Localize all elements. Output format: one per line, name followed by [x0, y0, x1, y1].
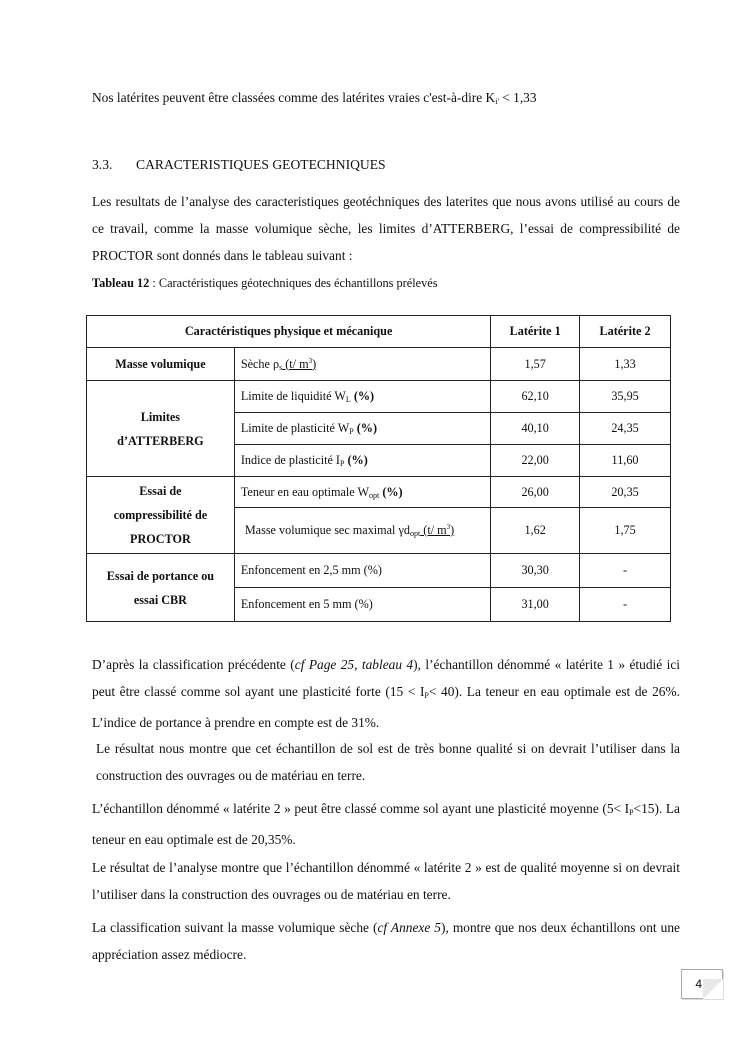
line-tail: < 1,33	[498, 90, 537, 105]
value-laterite-2: 20,35	[580, 477, 671, 508]
paragraph-masse-volumique	[92, 914, 680, 968]
property-cell	[234, 381, 490, 413]
group-line: Limites	[140, 409, 181, 424]
value-laterite-1: 1,62	[491, 508, 580, 554]
property-label: Teneur en eau optimale W	[240, 484, 370, 499]
property-subscript: P	[349, 427, 354, 436]
line-subscript: i'	[495, 97, 499, 106]
value-laterite-2: 1,75	[580, 508, 671, 554]
page-number: 41	[681, 969, 723, 999]
paragraph-quality-2: Le résultat de l’analyse montre que l’échantillon dénommé « latérite 2 » est de qualité moyenne si on devrait l’utiliser dans la construction des ouvrages ou de matériau en terre.	[92, 860, 680, 902]
paragraph-laterite-1	[92, 651, 680, 736]
header-property: Caractéristiques physique et mécanique	[87, 316, 491, 348]
property-superscript: 3	[446, 523, 451, 531]
value-laterite-1: 40,10	[491, 413, 580, 445]
text-run: L’échantillon dénommé « latérite 2 » peut être classé comme sol ayant une plasticité moyenne (5< I	[92, 801, 630, 816]
property-label: Indice de plasticité I	[240, 453, 340, 467]
property-cell	[234, 348, 490, 381]
property-label: Limite de plasticité W	[240, 421, 350, 435]
property-cell: Enfoncement en 5 mm (%)	[234, 588, 490, 622]
property-unit: (%)	[350, 389, 375, 403]
value-laterite-2: 35,95	[580, 381, 671, 413]
value-laterite-1: 62,10	[491, 381, 580, 413]
property-label: Limite de liquidité W	[240, 389, 346, 403]
table-row	[87, 381, 671, 413]
property-unit: (%)	[353, 421, 378, 435]
line-text: Nos latérites peuvent être classées comme des latérites vraies c'est-à-dire K	[92, 90, 496, 105]
property-cell: Enfoncement en 2,5 mm (%)	[234, 554, 490, 588]
group-masse-volumique: Masse volumique	[87, 348, 235, 381]
group-atterberg	[87, 381, 235, 477]
property-subscript: L	[345, 395, 351, 404]
caption-label: Tableau 12	[92, 276, 150, 290]
value-laterite-1: 1,57	[491, 348, 580, 381]
value-laterite-2: -	[580, 554, 671, 588]
property-unit: (t/ m	[282, 356, 309, 371]
table-header-row	[87, 316, 671, 348]
property-unit: (t/ m	[420, 523, 447, 537]
value-laterite-1: 22,00	[491, 445, 580, 477]
geotechnical-table	[86, 315, 671, 622]
paragraph-quality-1: Le résultat nous montre que cet échantillon de sol est de très bonne qualité si on devrait l’utiliser dans la construction des ouvrages ou de matériau en terre.	[96, 741, 680, 783]
property-label: Masse volumique sec maximal γd	[244, 523, 410, 537]
intro-paragraph: Les resultats de l’analyse des caracteristiques geotéchniques des laterites que nous avons utilisé au cours de ce travail, comme la masse volumique sèche, les limites d’ATTERBERG, l’essai de compressibilité de PROCTOR sont donnés dans le tableau suivant :	[92, 194, 680, 263]
text-run: ), montre que nos deux échantillons ont une appréciation assez médiocre.	[92, 920, 680, 962]
table-row	[87, 348, 671, 381]
group-line: essai CBR	[133, 592, 187, 607]
property-cell	[234, 508, 490, 554]
value-laterite-2: -	[580, 588, 671, 622]
reference-text: cf Annexe 5	[377, 920, 442, 935]
value-laterite-1: 30,30	[491, 554, 580, 588]
group-line: d’ATTERBERG	[117, 433, 204, 448]
section-heading	[92, 157, 386, 173]
section-title: CARACTERISTIQUES GEOTECHNIQUES	[136, 157, 386, 172]
property-cell	[234, 445, 490, 477]
property-unit-close: )	[450, 523, 455, 537]
property-label: Sèche ρ	[240, 356, 280, 371]
group-line: Essai de portance ou	[106, 568, 215, 583]
paragraph-laterite-2	[92, 795, 680, 853]
group-line: PROCTOR	[130, 532, 191, 546]
group-cbr	[87, 554, 235, 622]
property-subscript: P	[339, 459, 345, 468]
group-proctor	[87, 477, 235, 554]
group-line: Essai de	[139, 484, 182, 498]
property-cell	[234, 413, 490, 445]
value-laterite-1: 26,00	[491, 477, 580, 508]
caption-text: : Caractéristiques géotechniques des échantillons prélevés	[149, 276, 438, 290]
value-laterite-1: 31,00	[491, 588, 580, 622]
value-laterite-2: 11,60	[580, 445, 671, 477]
property-unit-close: )	[312, 356, 317, 371]
property-superscript: 3	[308, 356, 313, 365]
text-subscript: P	[629, 808, 634, 817]
laterite-classification-line	[92, 84, 680, 115]
text-run: D’après la classification précédente (	[92, 657, 295, 672]
property-unit: (%)	[379, 484, 403, 499]
section-number: 3.3.	[92, 157, 113, 172]
reference-text: cf Page 25, tableau 4	[294, 657, 414, 672]
property-subscript: opt	[409, 529, 421, 538]
property-cell	[234, 477, 490, 508]
text-subscript: P	[424, 691, 429, 700]
table-caption	[92, 276, 438, 291]
text-run: < 40). La teneur en eau optimale est de 26%. L’indice de portance à prendre en compte est de 31%.	[92, 684, 680, 730]
header-laterite-2: Latérite 2	[580, 316, 671, 348]
text-run: <15). La teneur en eau optimale est de 20,35%.	[92, 801, 680, 847]
property-subscript: opt	[369, 490, 380, 500]
header-laterite-1: Latérite 1	[491, 316, 580, 348]
table-row	[87, 554, 671, 588]
property-unit: (%)	[344, 453, 368, 467]
value-laterite-2: 24,35	[580, 413, 671, 445]
table-row	[87, 477, 671, 508]
text-run: ), l’échantillon dénommé « latérite 1 » étudié ici peut être classé comme sol ayant une plasticité forte (15 < I	[92, 657, 680, 699]
value-laterite-2: 1,33	[580, 348, 671, 381]
group-line: compressibilité de	[113, 508, 208, 522]
property-subscript: s	[279, 362, 283, 372]
text-run: La classification suivant la masse volumique sèche (	[92, 920, 378, 935]
